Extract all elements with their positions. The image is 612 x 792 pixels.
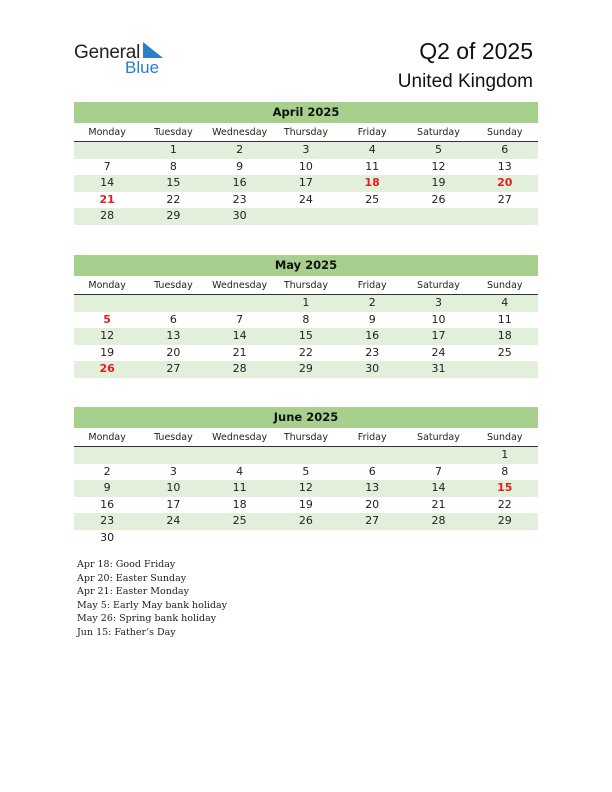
weekday-label: Monday (88, 280, 126, 291)
day-cell: 5 (434, 143, 442, 156)
weekday-label: Saturday (417, 280, 460, 291)
day-cell: 29 (298, 362, 313, 375)
day-cell: 29 (497, 514, 512, 527)
day-cell (339, 447, 405, 464)
day-cell: 19 (100, 345, 115, 359)
day-cell: 27 (166, 362, 181, 375)
day-cell: 7 (434, 464, 442, 478)
day-cell: 15 (298, 329, 313, 342)
day-cell (472, 361, 538, 378)
week-row (74, 175, 538, 192)
weekday-label: Sunday (486, 280, 523, 291)
day-cell: 8 (302, 312, 310, 326)
day-cell: 16 (232, 176, 247, 189)
day-cell (74, 295, 140, 312)
holiday-note: Apr 18: Good Friday (77, 559, 176, 570)
weekday-label: Tuesday (154, 432, 193, 443)
day-cell (405, 208, 471, 225)
day-cell: 7 (103, 159, 111, 173)
weekday-label: Wednesday (212, 432, 268, 443)
day-cell: 18 (232, 497, 247, 511)
day-cell: 1 (501, 448, 509, 461)
weekday-label: Tuesday (154, 127, 193, 138)
week-row (74, 513, 538, 530)
day-cell: 19 (298, 497, 313, 511)
day-cell (405, 447, 471, 464)
day-cell: 6 (169, 312, 177, 326)
week-row (74, 530, 538, 547)
day-cell: 27 (365, 514, 380, 527)
day-cell (273, 530, 339, 547)
logo (74, 42, 174, 78)
week-row (74, 497, 538, 514)
day-cell: 14 (431, 481, 446, 494)
week-row (74, 345, 538, 362)
day-cell: 23 (365, 345, 380, 359)
week-row (74, 447, 538, 464)
day-cell: 26 (298, 514, 313, 527)
day-cell: 6 (368, 464, 376, 478)
weekday-label: Tuesday (154, 280, 193, 291)
holiday-note: Apr 21: Easter Monday (77, 586, 189, 598)
logo-text-blue: Blue (125, 58, 160, 77)
day-cell: 26 (99, 362, 115, 375)
month-header: May 2025 (74, 255, 538, 276)
week-row (74, 192, 538, 209)
holiday-note: May 26: Spring bank holiday (77, 613, 217, 625)
day-cell: 14 (100, 176, 115, 189)
day-cell: 13 (497, 159, 512, 173)
week-row (74, 208, 538, 225)
weekday-label: Saturday (417, 432, 460, 443)
holiday-notes (77, 558, 227, 640)
weekday-label: Monday (88, 127, 126, 138)
day-cell: 20 (166, 345, 181, 359)
day-cell: 18 (497, 329, 512, 342)
day-cell: 13 (166, 329, 181, 342)
day-cell: 16 (365, 329, 380, 342)
weekday-label: Thursday (283, 432, 329, 443)
day-cell: 24 (166, 514, 181, 527)
day-cell: 21 (431, 497, 446, 511)
day-cell: 24 (431, 345, 446, 359)
day-cell: 31 (431, 362, 446, 375)
day-cell: 11 (365, 159, 380, 173)
day-cell: 28 (431, 514, 446, 527)
weekday-label: Wednesday (212, 127, 268, 138)
day-cell (140, 530, 206, 547)
day-cell: 1 (302, 296, 310, 309)
day-cell: 25 (497, 345, 512, 359)
day-cell: 18 (364, 176, 380, 189)
day-cell: 3 (169, 464, 177, 478)
day-cell: 8 (501, 464, 509, 478)
day-cell: 13 (365, 481, 380, 494)
day-cell (207, 530, 273, 547)
day-cell: 3 (302, 143, 310, 156)
week-row (74, 464, 538, 481)
day-cell: 28 (232, 362, 247, 375)
weekday-label: Saturday (417, 127, 460, 138)
day-cell (472, 530, 538, 547)
day-cell: 11 (497, 312, 512, 326)
day-cell: 14 (232, 329, 247, 342)
weekday-label: Friday (357, 127, 387, 138)
day-cell: 19 (431, 176, 446, 189)
week-row (74, 480, 538, 497)
day-cell (273, 447, 339, 464)
day-cell: 23 (232, 192, 247, 206)
week-row (74, 159, 538, 176)
day-cell: 23 (100, 514, 115, 527)
weekday-label: Wednesday (212, 280, 268, 291)
day-cell: 22 (298, 345, 313, 359)
day-cell: 20 (497, 176, 513, 189)
day-cell: 30 (232, 209, 247, 222)
weekday-header-row (74, 123, 538, 142)
day-cell: 15 (166, 176, 181, 189)
day-cell: 9 (368, 312, 376, 326)
day-cell: 2 (236, 143, 244, 156)
holiday-note: Jun 15: Father’s Day (77, 626, 176, 638)
day-cell: 30 (100, 530, 115, 544)
logo-text-general: General (74, 42, 141, 63)
week-row (74, 142, 538, 159)
day-cell: 1 (169, 143, 177, 156)
day-cell (273, 208, 339, 225)
day-cell: 25 (365, 192, 380, 206)
day-cell: 27 (497, 192, 512, 206)
day-cell (74, 447, 140, 464)
month-calendar (74, 255, 538, 378)
day-cell (207, 295, 273, 312)
day-cell (140, 447, 206, 464)
week-row (74, 295, 538, 312)
weekday-label: Thursday (283, 127, 329, 138)
week-row (74, 361, 538, 378)
day-cell: 6 (501, 143, 509, 156)
day-cell: 15 (497, 481, 513, 494)
day-cell: 10 (431, 312, 446, 326)
day-cell (405, 530, 471, 547)
day-cell: 7 (236, 312, 244, 326)
weekday-label: Sunday (486, 127, 523, 138)
weekday-label: Friday (357, 432, 387, 443)
day-cell: 17 (298, 176, 313, 189)
day-cell: 10 (166, 481, 181, 494)
day-cell: 20 (365, 497, 380, 511)
day-cell: 9 (236, 159, 244, 173)
day-cell: 26 (431, 192, 446, 206)
day-cell: 25 (232, 514, 247, 527)
page-subtitle: United Kingdom (397, 71, 533, 92)
day-cell: 16 (100, 497, 115, 511)
day-cell (339, 208, 405, 225)
day-cell: 12 (431, 159, 446, 173)
day-cell: 9 (103, 481, 111, 494)
weekday-label: Friday (357, 280, 387, 291)
day-cell: 4 (368, 143, 376, 156)
day-cell: 2 (368, 296, 376, 309)
day-cell: 8 (169, 159, 177, 173)
day-cell: 4 (501, 296, 509, 309)
day-cell: 3 (434, 296, 442, 309)
day-cell: 22 (497, 497, 512, 511)
day-cell: 12 (100, 329, 115, 342)
day-cell: 22 (166, 192, 181, 206)
day-cell: 2 (103, 464, 111, 478)
day-cell: 11 (232, 481, 247, 494)
page-title: Q2 of 2025 (419, 38, 533, 64)
day-cell: 5 (302, 464, 310, 478)
day-cell: 17 (166, 497, 181, 511)
day-cell: 10 (298, 159, 313, 173)
day-cell (140, 295, 206, 312)
weekday-label: Thursday (283, 280, 329, 291)
day-cell: 29 (166, 209, 181, 222)
day-cell: 5 (103, 312, 111, 326)
holiday-note: Apr 20: Easter Sunday (77, 572, 187, 584)
weekday-header-row (74, 276, 538, 295)
weekday-label: Monday (88, 432, 126, 443)
day-cell: 24 (298, 192, 313, 206)
day-cell: 30 (365, 362, 380, 375)
weekday-header-row (74, 428, 538, 447)
day-cell: 21 (99, 192, 115, 206)
day-cell (472, 208, 538, 225)
day-cell: 21 (232, 345, 247, 359)
day-cell: 17 (431, 329, 446, 342)
week-row (74, 312, 538, 329)
day-cell (207, 447, 273, 464)
month-calendar (74, 407, 538, 546)
month-header: June 2025 (74, 407, 538, 428)
month-calendar (74, 102, 538, 225)
week-row (74, 328, 538, 345)
day-cell (74, 142, 140, 159)
weekday-label: Sunday (486, 432, 523, 443)
day-cell: 4 (236, 464, 244, 478)
day-cell: 28 (100, 209, 115, 222)
day-cell (339, 530, 405, 547)
day-cell: 12 (298, 481, 313, 494)
holiday-note: May 5: Early May bank holiday (77, 599, 228, 611)
month-header: April 2025 (74, 102, 538, 123)
